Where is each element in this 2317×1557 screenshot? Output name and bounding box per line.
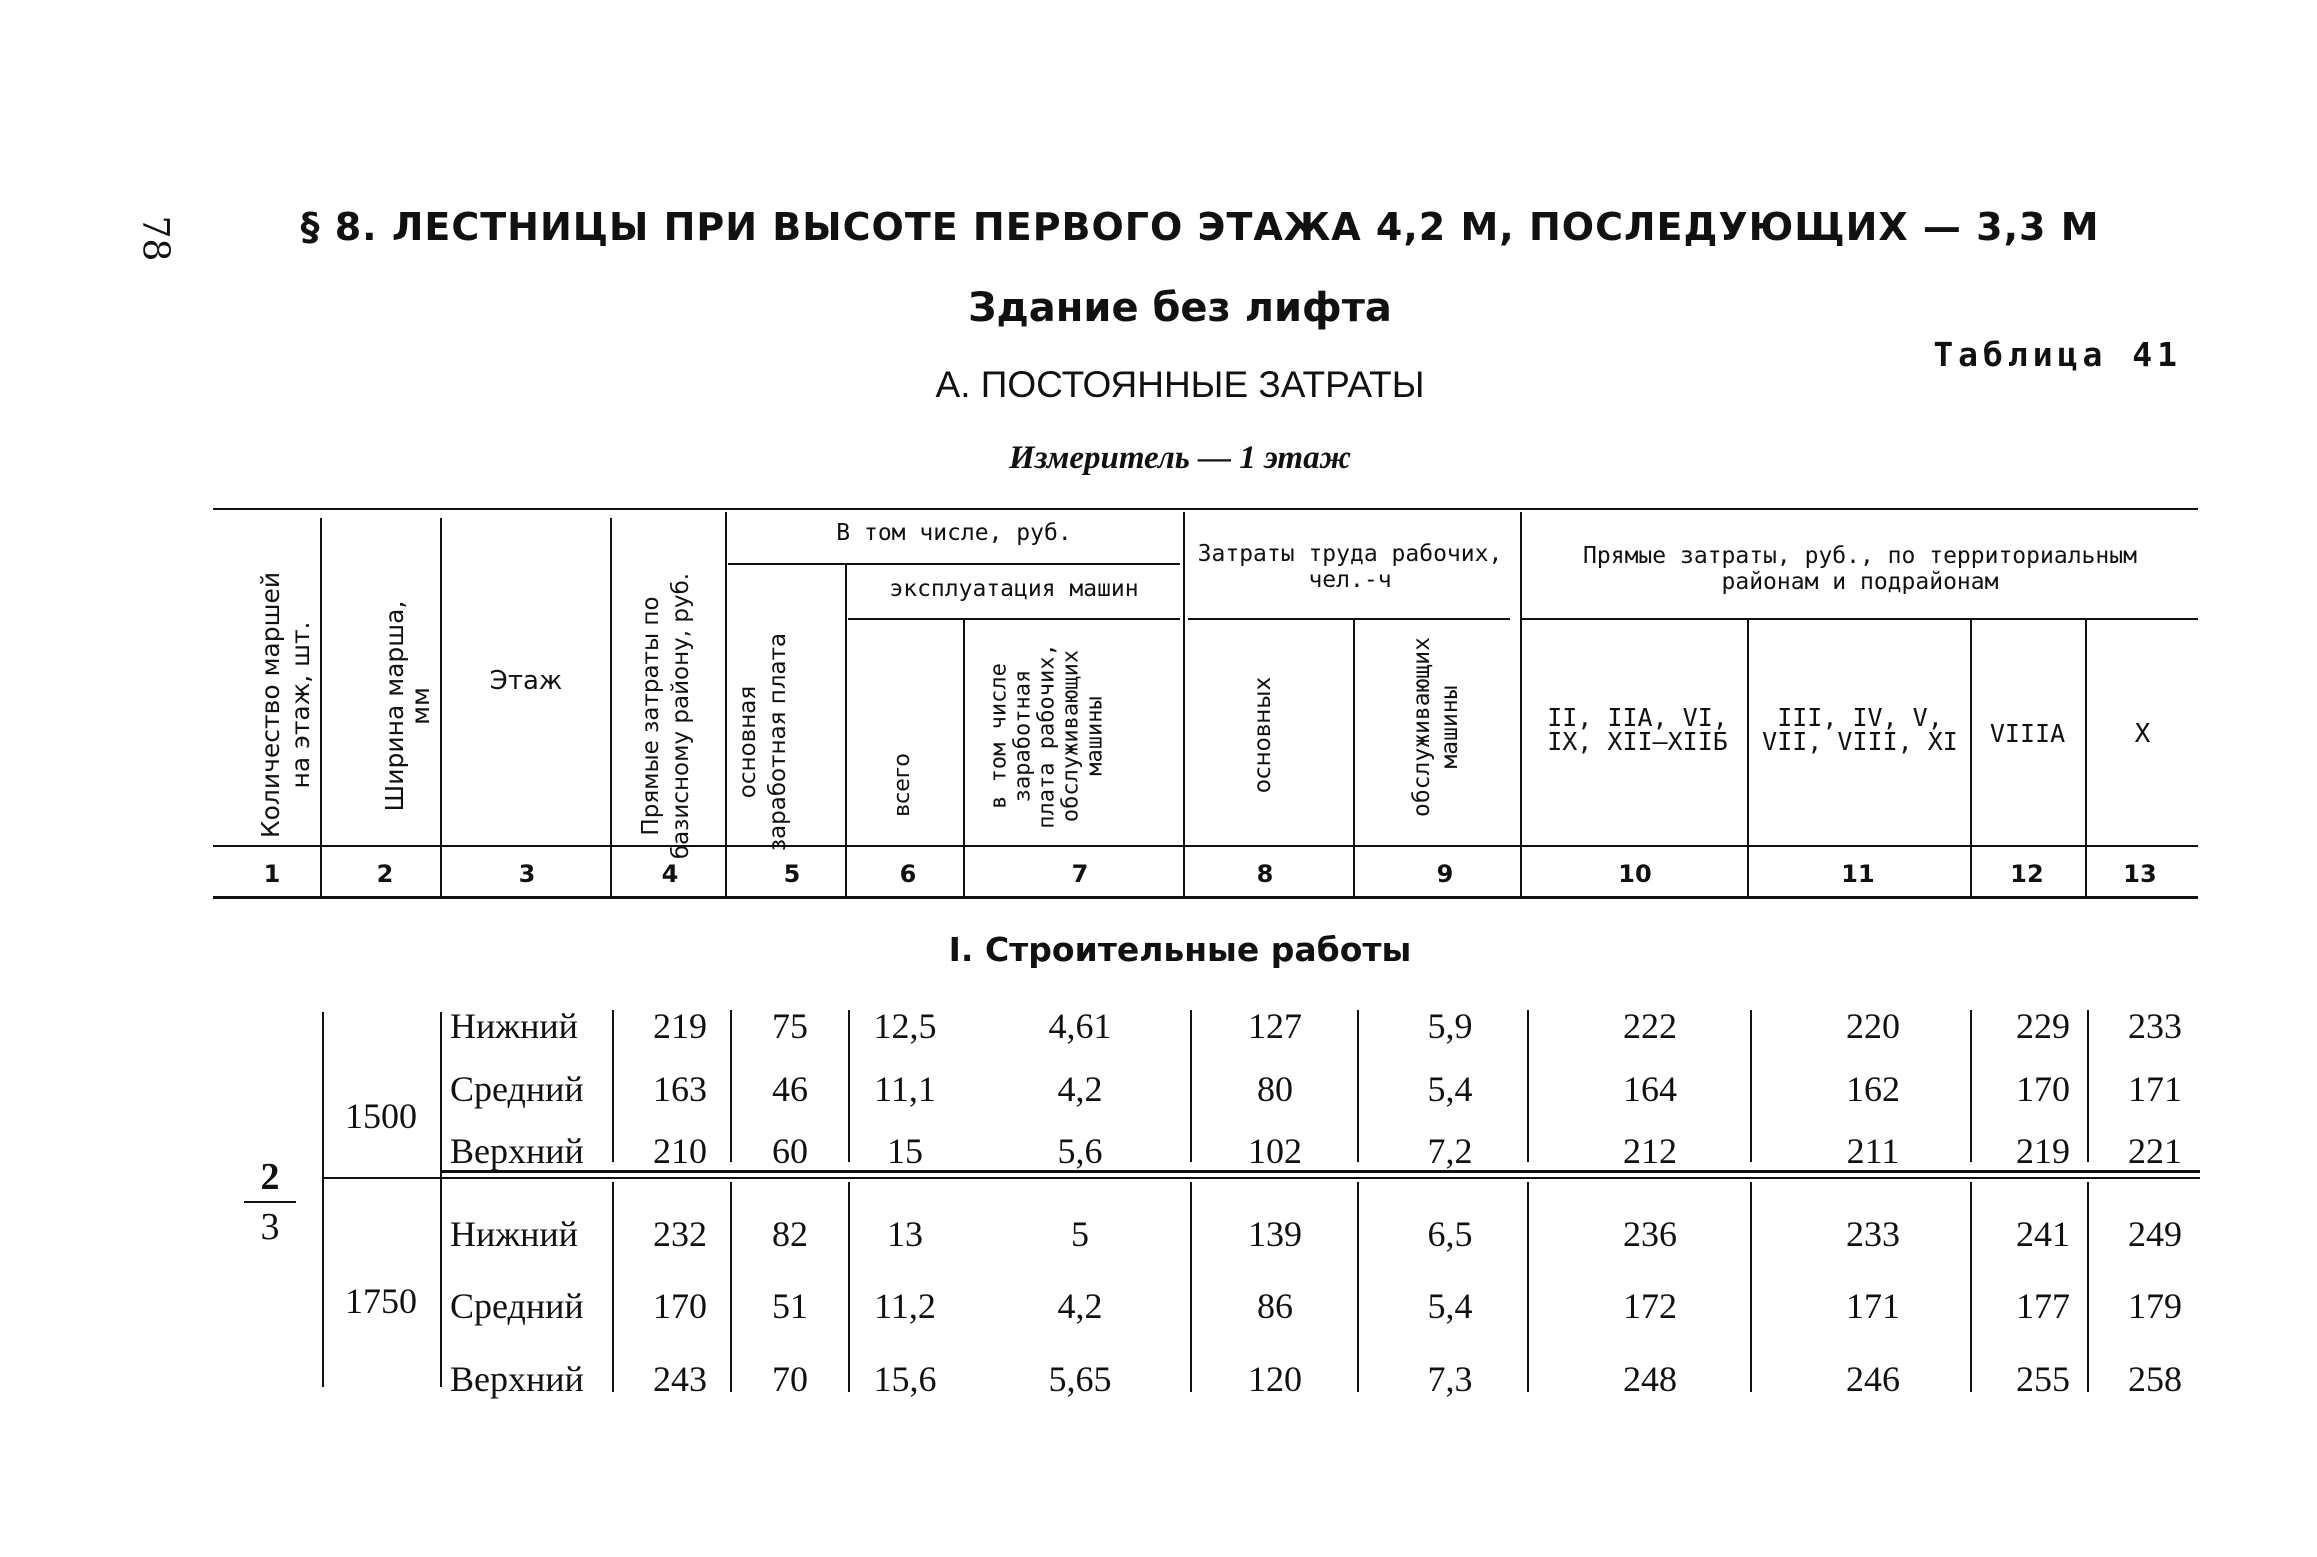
subtitle: Здание без лифта — [968, 285, 1392, 331]
table-cell: 12,5 — [873, 1006, 937, 1046]
header-group-machines: эксплуатация машин — [889, 576, 1139, 602]
table-cell: 139 — [1248, 1214, 1302, 1254]
column-number: 5 — [783, 860, 801, 888]
floor-label: Нижний — [450, 1006, 578, 1046]
column-number: 9 — [1436, 860, 1454, 888]
table-cell: 5,4 — [1427, 1069, 1473, 1109]
header-base-wages: основная заработная плата — [735, 632, 791, 852]
table-cell: 51 — [772, 1286, 808, 1326]
table-cell: 127 — [1248, 1006, 1302, 1046]
block-title: А. ПОСТОЯННЫЕ ЗАТРАТЫ — [935, 364, 1425, 405]
table-cell: 170 — [2016, 1069, 2070, 1109]
flight-width-value: 1750 — [345, 1281, 417, 1321]
column-separator — [1190, 1182, 1192, 1392]
floor-label: Средний — [450, 1069, 584, 1109]
table-cell: 249 — [2128, 1214, 2182, 1254]
table-cell: 11,2 — [874, 1286, 936, 1326]
header-machines-total: всего — [890, 753, 915, 817]
table-cell: 248 — [1623, 1359, 1677, 1399]
table-cell: 177 — [2016, 1286, 2070, 1326]
table-cell: 5,65 — [1048, 1359, 1112, 1399]
column-number: 1 — [263, 860, 281, 888]
header-top-rule — [213, 508, 2198, 510]
column-separator — [612, 1182, 614, 1392]
table-cell: 11,1 — [874, 1069, 936, 1109]
table-cell: 171 — [1846, 1286, 1900, 1326]
header-flight-width: Ширина марша, мм — [380, 600, 435, 812]
flights-fraction — [244, 1155, 296, 1249]
column-separator — [1970, 1010, 1972, 1162]
group-regions-rule — [1522, 618, 2198, 620]
table-cell: 219 — [2016, 1131, 2070, 1171]
table-cell: 222 — [1623, 1006, 1677, 1046]
table-cell: 162 — [1846, 1069, 1900, 1109]
page-number: 78 — [134, 215, 176, 262]
table-label: Таблица 41 — [1933, 335, 2182, 374]
floor-label: Верхний — [450, 1131, 584, 1171]
column-number: 10 — [1618, 860, 1652, 888]
column-separator — [1357, 1010, 1359, 1162]
column-number: 2 — [376, 860, 394, 888]
table-cell: 220 — [1846, 1006, 1900, 1046]
header-group-including: В том числе, руб. — [836, 520, 1072, 546]
colnum-bottom-rule — [213, 896, 2198, 899]
table-cell: 5 — [1071, 1214, 1089, 1254]
table-cell: 210 — [653, 1131, 707, 1171]
table-cell: 80 — [1257, 1069, 1293, 1109]
flight-width-value: 1500 — [345, 1096, 417, 1136]
header-region-12: VIIIA — [1989, 719, 2066, 748]
table-cell: 13 — [887, 1214, 923, 1254]
header-region-13: X — [2134, 719, 2151, 749]
table-cell: 233 — [2128, 1006, 2182, 1046]
table-cell: 232 — [653, 1214, 707, 1254]
works-section-title: I. Строительные работы — [948, 930, 1412, 969]
table-cell: 163 — [653, 1069, 707, 1109]
table-cell: 233 — [1846, 1214, 1900, 1254]
table-cell: 15 — [887, 1131, 923, 1171]
column-separator — [1190, 1010, 1192, 1162]
column-number: 13 — [2123, 860, 2157, 888]
table-cell: 164 — [1623, 1069, 1677, 1109]
column-separator — [1750, 1182, 1752, 1392]
table-cell: 6,5 — [1427, 1214, 1473, 1254]
group-incl-rule — [728, 563, 1180, 565]
table-cell: 4,61 — [1048, 1006, 1112, 1046]
header-flights-count: Количество маршей на этаж, шт. — [256, 571, 315, 839]
column-separator — [1970, 1182, 1972, 1392]
header-group-labor: Затраты труда рабочих, чел.-ч — [1197, 541, 1503, 593]
flights-denominator: 3 — [260, 1206, 280, 1248]
column-number: 11 — [1841, 860, 1875, 888]
table-cell: 82 — [772, 1214, 808, 1254]
table-cell: 4,2 — [1057, 1286, 1103, 1326]
section-title: § 8. ЛЕСТНИЦЫ ПРИ ВЫСОТЕ ПЕРВОГО ЭТАЖА 4,2 М, ПОСЛЕДУЮЩИХ — 3,3 М — [300, 205, 2100, 249]
table-cell: 5,4 — [1427, 1286, 1473, 1326]
table-cell: 60 — [772, 1131, 808, 1171]
table-cell: 236 — [1623, 1214, 1677, 1254]
table-cell: 212 — [1623, 1131, 1677, 1171]
table-cell: 70 — [772, 1359, 808, 1399]
table-cell: 219 — [653, 1006, 707, 1046]
header-region-11: III, IV, V, VII, VIII, XI — [1762, 703, 1958, 756]
table-cell: 229 — [2016, 1006, 2070, 1046]
column-number: 4 — [661, 860, 679, 888]
table-cell: 243 — [653, 1359, 707, 1399]
table-cell: 258 — [2128, 1359, 2182, 1399]
floor-label: Нижний — [450, 1214, 578, 1254]
header-group-regions: Прямые затраты, руб., по территориальным районам и подрайонам — [1583, 543, 2137, 595]
table-cell: 75 — [772, 1006, 808, 1046]
floor-label: Верхний — [450, 1359, 584, 1399]
table-cell: 15,6 — [873, 1359, 937, 1399]
measure-unit: Измеритель — 1 этаж — [1008, 440, 1351, 476]
table-cell: 120 — [1248, 1359, 1302, 1399]
table-cell: 255 — [2016, 1359, 2070, 1399]
column-separator — [1750, 1010, 1752, 1162]
table-cell: 46 — [772, 1069, 808, 1109]
table-cell: 179 — [2128, 1286, 2182, 1326]
column-number: 3 — [518, 860, 536, 888]
column-number: 12 — [2010, 860, 2044, 888]
header-direct-costs-base: Прямые затраты по базисному району, руб. — [638, 572, 694, 860]
group-machines-rule — [848, 618, 1180, 620]
header-labor-main: основных — [1250, 676, 1276, 794]
table-cell: 102 — [1248, 1131, 1302, 1171]
table-cell: 211 — [1846, 1131, 1900, 1171]
fraction-bar — [244, 1201, 296, 1203]
flights-numerator: 2 — [260, 1156, 280, 1198]
table-cell: 241 — [2016, 1214, 2070, 1254]
header-machine-operator-wages: в том числе заработная плата рабочих, обслуживающих машины — [986, 643, 1108, 829]
table-cell: 170 — [653, 1286, 707, 1326]
group-labor-rule — [1188, 618, 1510, 620]
column-separator — [612, 1010, 614, 1162]
header-bottom-rule — [213, 845, 2198, 847]
table-cell: 5,6 — [1057, 1131, 1103, 1171]
table-cell: 86 — [1257, 1286, 1293, 1326]
header-labor-machines: обслуживающих машины — [1409, 637, 1463, 818]
floor-label: Средний — [450, 1286, 584, 1326]
table-cell: 221 — [2128, 1131, 2182, 1171]
column-separator — [1527, 1182, 1529, 1392]
table-cell: 172 — [1623, 1286, 1677, 1326]
column-number: 7 — [1071, 860, 1089, 888]
table-cell: 7,3 — [1427, 1359, 1473, 1399]
column-separator — [1357, 1182, 1359, 1392]
column-number: 8 — [1256, 860, 1274, 888]
table-cell: 4,2 — [1057, 1069, 1103, 1109]
table-cell: 171 — [2128, 1069, 2182, 1109]
table-cell: 246 — [1846, 1359, 1900, 1399]
column-number: 6 — [899, 860, 917, 888]
table-cell: 7,2 — [1427, 1131, 1473, 1171]
column-separator — [1527, 1010, 1529, 1162]
table-cell: 5,9 — [1427, 1006, 1473, 1046]
header-floor: Этаж — [489, 666, 563, 696]
header-region-10: II, IIA, VI, IX, XII—XIIБ — [1547, 703, 1728, 756]
